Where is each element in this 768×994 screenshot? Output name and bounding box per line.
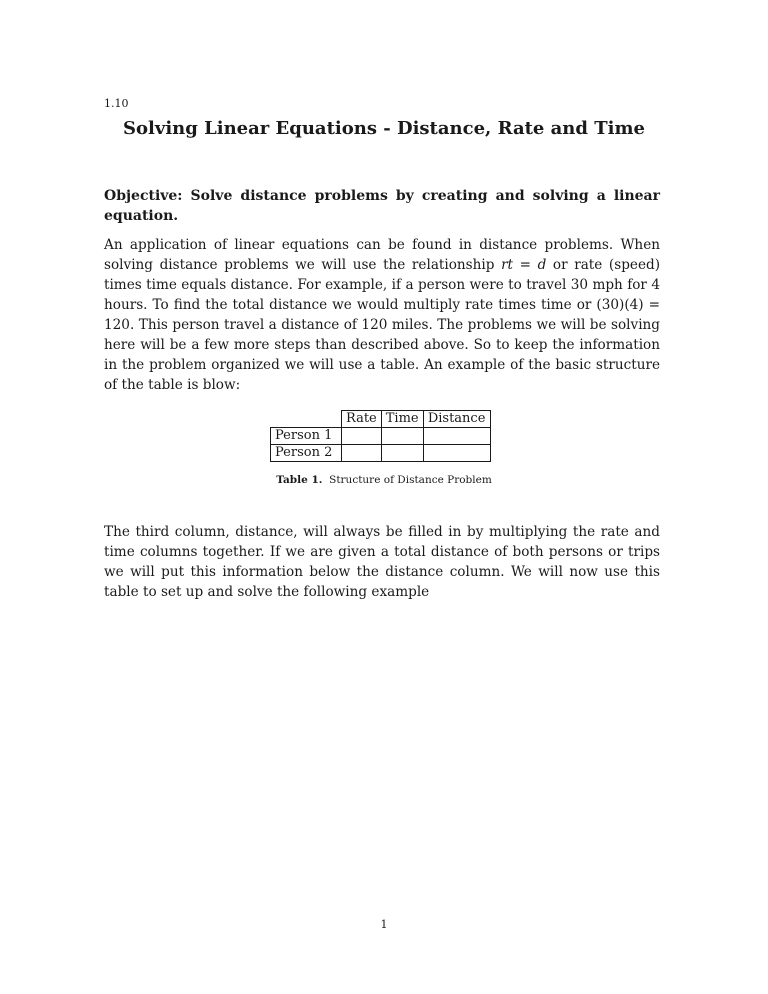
formula-rt-d: rt = d (501, 257, 547, 273)
header-empty-cell (271, 411, 342, 428)
table-header-row (271, 411, 491, 428)
cell-distance (423, 445, 490, 462)
cell-time (381, 445, 423, 462)
table-caption (0, 474, 768, 486)
cell-distance (423, 428, 490, 445)
table-row (271, 428, 491, 445)
section-number: 1.10 (104, 97, 129, 110)
explanation-paragraph: The third column, distance, will always be filled in by multiplying the rate and time columns together. If we are given a total distance of both persons or trips we will put this information below the distance column. We will now use this table to set up and solve the following example (104, 524, 660, 600)
header-distance: Distance (423, 411, 490, 428)
distance-table-container (270, 410, 491, 462)
cell-rate (342, 445, 382, 462)
intro-paragraph (104, 235, 660, 395)
page-number: 1 (380, 918, 388, 931)
header-time: Time (381, 411, 423, 428)
table-row (271, 445, 491, 462)
intro-text-after: or rate (speed) times time equals distance. For example, if a person were to travel 30 mph for 4 hours. To find the total distance we would multiply rate times time or (30)(4) = 120. This person travel a distance of 120 miles. The problems we will be solving here will be a few more steps than described above. So to keep the information in the problem organized we will use a table. An example of the basic structure of the table is blow: (104, 257, 660, 393)
row-label-person-1: Person 1 (271, 428, 342, 445)
header-rate: Rate (342, 411, 382, 428)
intro-text-before: An application of linear equations can be found in distance problems. When solving distance problems we will use the relationship (104, 237, 660, 273)
cell-rate (342, 428, 382, 445)
page-title: Solving Linear Equations - Distance, Rate and Time (123, 118, 645, 139)
caption-label: Table 1. (276, 474, 323, 486)
cell-time (381, 428, 423, 445)
objective-statement: Objective: Solve distance problems by creating and solving a linear equation. (104, 188, 660, 224)
caption-text: Structure of Distance Problem (329, 474, 492, 486)
row-label-person-2: Person 2 (271, 445, 342, 462)
distance-table (270, 410, 491, 462)
